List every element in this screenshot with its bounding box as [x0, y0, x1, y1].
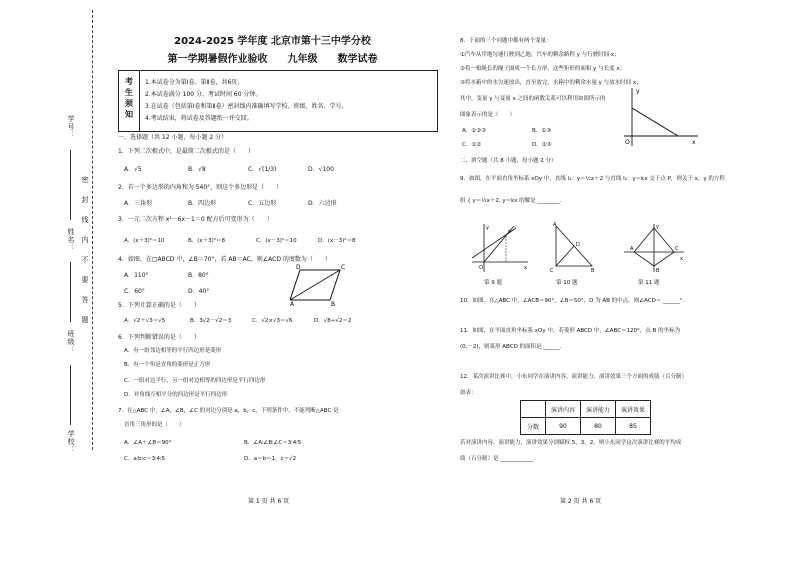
question-stem: 10．如图，在△ABC 中，∠ACB＝90°，∠B＝50°，D 为 AB 的中点，则∠ACD＝ ______°．: [460, 298, 688, 304]
notice-label-text: 考生须知: [124, 77, 134, 121]
option: B．80°: [188, 272, 209, 279]
page-title: 2024-2025 学年度 北京市第十三中学分校: [174, 36, 371, 47]
name-line: [70, 262, 72, 322]
notice-item: 1.本试卷分为第Ⅰ卷、第Ⅱ卷，共6页。: [145, 79, 244, 86]
q8-graph: [620, 86, 700, 150]
fold-char: 线: [81, 216, 89, 224]
option: D．②③: [532, 142, 552, 148]
fold-char: 密: [81, 176, 89, 184]
question-stem: 8．下面的三个问题中都有两个变量：: [460, 38, 552, 44]
table-cell: 演讲能力: [581, 401, 616, 418]
question-stem: 5．下列计算正确的是（ ）: [118, 302, 200, 309]
fig11-label: C: [675, 246, 679, 252]
table-cell: 90: [546, 418, 581, 435]
fig10-label: B: [591, 268, 595, 274]
notice-label: [119, 71, 140, 131]
option: C．√2×√3＝√6: [252, 318, 293, 324]
option: C．(x－3)²＝10: [256, 238, 297, 244]
figure-caption: 第 9 题: [484, 280, 502, 286]
question-stem-cont: 如表：: [460, 390, 477, 396]
option: B．①③: [532, 128, 552, 134]
fold-char: 题: [81, 316, 89, 324]
option: A．有一组邻边相等的平行四边形是菱形: [124, 348, 222, 354]
notice-item: 4.考试结束，将试卷及答题纸一并交回。: [145, 115, 253, 122]
q8-origin: O: [625, 139, 630, 146]
option: A．三角形: [124, 200, 153, 207]
notice-item: 2.本试卷满分 100 分，考试时间 60 分钟。: [145, 91, 262, 98]
fig9-label: O: [479, 265, 483, 271]
option: C．五边形: [248, 200, 277, 207]
fig11-label: A: [630, 246, 634, 252]
option: D．√8÷√2＝2: [314, 318, 352, 324]
question-stem: 4．如图，在□ABCD 中，∠B＝70°，若 AB＝AC，则∠ACD 的度数为（ ）: [118, 256, 331, 263]
question-stem: 11．如图，在平面直角坐标系 xOy 中，若菱形 ABCD 中，∠ABC＝120°，点 B 的坐标为: [460, 328, 681, 334]
question-stem: 6．下列判断错误的是（ ）: [118, 334, 200, 341]
svg-text:D: D: [296, 264, 301, 271]
table-cell: 分数: [521, 418, 546, 435]
question-stem: 2．若一个多边形的内角和为 540°，则这个多边形是（ ）: [118, 184, 283, 191]
question-stem: 12．某次演讲比赛中，小东同学在演讲内容、演讲能力、演讲效果三个方面的成绩（百分制）: [460, 374, 688, 380]
page-number-left: 第 1 页 共 6 页: [248, 498, 290, 505]
question-stem-cont: 直角三角形的是（ ）: [124, 422, 185, 428]
table-cell: [521, 401, 546, 418]
option: C．一组对边平行，另一组对边相等的四边形是平行四边形: [124, 378, 266, 384]
table-row: [521, 418, 651, 435]
fold-char: 内: [81, 236, 89, 244]
option: C．60°: [124, 288, 145, 295]
table-header-row: [521, 401, 651, 418]
fig9-label: x: [524, 265, 527, 271]
table-cell: 演讲内容: [546, 401, 581, 418]
table-cell: 85: [616, 418, 651, 435]
question-stem-cont: 绩（百分制）是 ____________．: [460, 456, 539, 462]
figure-9: [470, 222, 530, 274]
q8-axis-y: y: [636, 88, 640, 95]
question-stem: 7．在△ABC 中，∠A，∠B，∠C 的对边分别是 a，b，c，下列条件中，不能判断△ABC 是: [118, 408, 339, 414]
notice-box: [118, 70, 438, 132]
question-stem: 1．下列二次根式中，是最简二次根式的是（ ）: [118, 148, 254, 155]
page-number-right: 第 2 页 共 6 页: [560, 498, 602, 505]
fig10-label: A: [553, 222, 557, 228]
question-stem-cont: 组 { y＝½x＋2, y＝kx 的解是 ________．: [460, 198, 566, 204]
fig9-label: P: [508, 230, 512, 236]
name-label: 姓名：: [67, 228, 75, 252]
option: B．√8: [188, 166, 206, 173]
fig9-label: y: [486, 225, 489, 231]
school-label: 学校：: [67, 430, 75, 454]
figure-caption: 第 11 题: [638, 280, 660, 286]
option: A．(x＋3)²＝10: [124, 238, 165, 244]
option: C．√(1/3): [248, 166, 277, 173]
option: B．∠A∶∠B∶∠C＝3∶4∶5: [244, 440, 302, 446]
option: A．√2＋√3＝√5: [124, 318, 166, 324]
class-label: 班级：: [67, 330, 75, 354]
q8-item: ③将水箱中的水匀速放出，直至放完，水箱中的剩余水量 y 与放水时间 x；: [460, 80, 642, 86]
question-stem-cont: 若对演讲内容、演讲能力、演讲效果分别赋权 5，3，2，则小东同学这次演讲比赛的平均成: [460, 440, 682, 446]
page-subtitle: 第一学期暑假作业验收 九年级 数学试卷: [167, 54, 378, 65]
table-cell: 80: [581, 418, 616, 435]
option: A．110°: [124, 272, 149, 279]
option: C．①②: [462, 142, 482, 148]
option: B．3√2－√2＝3: [190, 318, 232, 324]
svg-text:C: C: [341, 264, 346, 271]
fig11-label: x: [680, 256, 683, 262]
fold-char: 要: [81, 276, 89, 284]
fold-char: 封: [81, 196, 89, 204]
question-stem-cont: (0,－2)，则菱形 ABCD 的面积是 ______．: [460, 344, 566, 350]
q8-item: ②将一根绳长的绳子围成一个长方形，这些矩形的面积 y 与长度 x；: [460, 66, 626, 72]
class-line: [70, 365, 72, 425]
svg-text:A: A: [290, 301, 295, 306]
figure-caption: 第 10 题: [556, 280, 578, 286]
q8-line: 其中，变量 y 与变量 x 之间的函数关系可以利用如图所示的: [460, 96, 606, 102]
section-title: 一、选择题（共 12 小题，每小题 2 分）: [118, 134, 228, 141]
svg-text:B: B: [331, 301, 336, 306]
option: B．(x＋3)²＝8: [188, 238, 226, 244]
figure-10: [548, 222, 598, 274]
parallelogram-figure: [290, 264, 350, 306]
section-title: 二、填空题（共 8 小题，每小题 2 分）: [460, 158, 557, 164]
table-cell: 演讲效果: [616, 401, 651, 418]
option: D．(x－3)²＝8: [318, 238, 356, 244]
option: D．√100: [308, 166, 334, 173]
option: C．a∶b∶c＝3∶4∶5: [124, 456, 165, 462]
option: D．六边形: [308, 200, 337, 207]
q8-item: ①汽车从甲地匀速行驶到乙地，汽车的剩余路程 y 与行驶时间 x；: [460, 52, 620, 58]
student-id-line: [70, 150, 72, 220]
option: D．a＝b＝1，c＝√2: [244, 456, 297, 462]
option: B．四边形: [188, 200, 217, 207]
notice-item: 3.在试卷（包括第Ⅰ卷和第Ⅱ卷）密封线内准确填写学校、班级、姓名、学号。: [145, 103, 348, 110]
option: B．有一个角是直角的菱形是正方形: [124, 362, 211, 368]
figure-11: [622, 222, 686, 274]
q8-axis-x: x: [692, 139, 696, 146]
option: A．∠A＋∠B＝90°: [124, 440, 172, 446]
fold-char: 不: [81, 256, 89, 264]
option: A．√5: [124, 166, 142, 173]
fig10-label: D: [576, 242, 580, 248]
fig11-label: y: [656, 224, 659, 230]
option: D．对角线互相平分的四边形是平行四边形: [124, 392, 228, 398]
q8-line: 图象表示的是（ ）: [460, 112, 516, 118]
score-table: [520, 400, 651, 435]
option: D．40°: [188, 288, 210, 295]
student-id-label: 学号：: [67, 115, 75, 139]
question-stem: 3．一元二次方程 x²－6x－1＝0 配方后可变形为（ ）: [118, 216, 273, 223]
fold-text: [80, 170, 90, 330]
fig10-label: C: [550, 268, 554, 274]
option: A．①②③: [462, 128, 487, 134]
binding-line: [92, 10, 93, 450]
question-stem: 9．如图，在平面直角坐标系 xOy 中，直线 l₁：y＝½x＋2 与直线 l₂：y＝kx 交于点 P，则关于 x，y 的方程: [460, 176, 725, 182]
fig11-label: B: [656, 268, 660, 274]
fold-char: 答: [81, 296, 89, 304]
